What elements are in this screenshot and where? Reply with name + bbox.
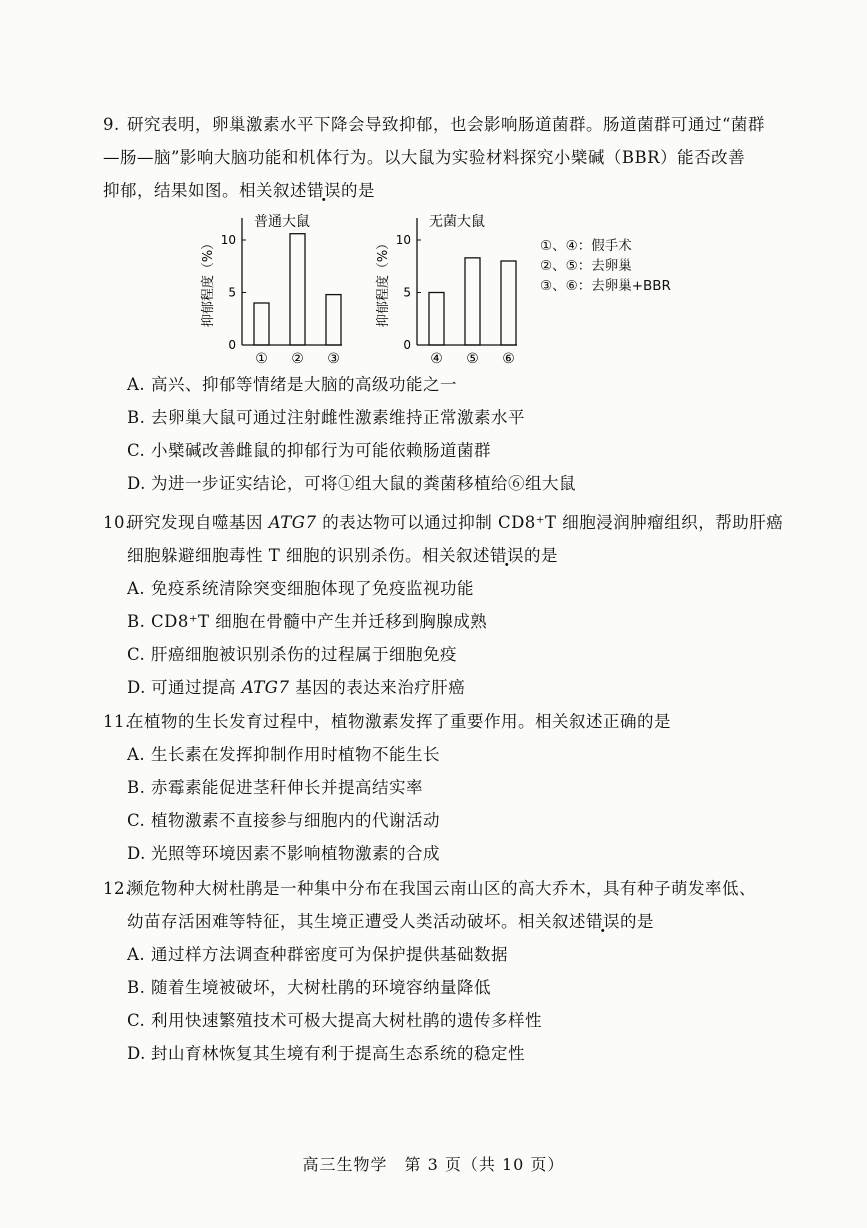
legend-key: ②、⑤： xyxy=(540,258,592,274)
option-text: 为进一步证实结论，可将①组大鼠的粪菌移植给⑥组大鼠 xyxy=(151,474,576,493)
page-footer: 高三生物学 第 3 页（共 10 页） xyxy=(302,1155,565,1174)
bar xyxy=(465,258,480,345)
option-label: B. xyxy=(127,612,146,631)
option-text: CD8⁺T 细胞在骨髓中产生并迁移到胸腺成熟 xyxy=(151,612,488,631)
bar-chart-germfree-rats xyxy=(365,206,545,378)
y-tick-label: 0 xyxy=(403,338,411,352)
emphasis-text: 错误 xyxy=(586,912,620,931)
option-label: B. xyxy=(127,408,146,427)
option-label: D. xyxy=(127,1044,146,1063)
x-tick-label: ① xyxy=(255,351,268,367)
question-text: 在植物的生长发育过程中，植物激素发挥了重要作用。相关叙述正确的是 xyxy=(127,712,671,731)
legend-text: 去卵巢+BBR xyxy=(591,278,671,294)
x-tick-label: ⑥ xyxy=(502,351,515,367)
bar xyxy=(290,234,305,345)
option-label: B. xyxy=(127,978,146,997)
x-tick-label: ② xyxy=(291,351,304,367)
option-label: D. xyxy=(127,844,146,863)
option-d xyxy=(127,1037,542,1070)
gene-name: ATG7 xyxy=(268,513,317,532)
bar xyxy=(254,303,269,345)
question-text: 抑郁，结果如图。相关叙述 xyxy=(103,181,307,200)
gene-name: ATG7 xyxy=(241,678,290,697)
question-number: 9. xyxy=(103,115,120,134)
option-d xyxy=(127,837,440,870)
question-text: 的表达物可以通过抑制 CD8⁺T 细胞浸润肿瘤组织，帮助肝癌 xyxy=(322,513,784,532)
chart-title: 普通大鼠 xyxy=(254,214,310,230)
question-12 xyxy=(103,872,756,938)
bar xyxy=(326,295,341,345)
option-text: 可通过提高 xyxy=(151,678,236,697)
legend-text: 假手术 xyxy=(591,238,632,254)
bar xyxy=(501,261,516,345)
option-a xyxy=(127,938,542,971)
option-text: 植物激素不直接参与细胞内的代谢活动 xyxy=(151,811,440,830)
option-text: 高兴、抑郁等情绪是大脑的高级功能之一 xyxy=(151,375,457,394)
option-text: 随着生境被破坏，大树杜鹃的环境容纳量降低 xyxy=(151,978,491,997)
question-number: 10. xyxy=(103,513,131,532)
question-text: 的是 xyxy=(620,912,654,931)
question-text: 幼苗存活困难等特征，其生境正遭受人类活动破坏。相关叙述 xyxy=(127,912,586,931)
question-text: 细胞躲避细胞毒性 T 细胞的识别杀伤。相关叙述 xyxy=(127,546,490,565)
option-c xyxy=(127,638,487,671)
options-q10 xyxy=(127,572,487,704)
legend-item xyxy=(540,276,671,296)
y-axis-label: 抑郁程度（%） xyxy=(376,236,391,328)
option-text: 生长素在发挥抑制作用时植物不能生长 xyxy=(151,745,440,764)
option-text: 基因的表达来治疗肝癌 xyxy=(295,678,466,697)
option-a xyxy=(127,572,487,605)
option-label: C. xyxy=(127,811,146,830)
option-label: B. xyxy=(127,778,146,797)
legend-text: 去卵巢 xyxy=(591,258,632,274)
option-text: 免疫系统清除突变细胞体现了免疫监视功能 xyxy=(151,579,474,598)
option-text: 去卵巢大鼠可通过注射雌性激素维持正常激素水平 xyxy=(151,408,525,427)
option-label: A. xyxy=(127,945,146,964)
bar-chart-normal-rats xyxy=(190,206,370,378)
legend-key: ③、⑥： xyxy=(540,278,592,294)
options-q11 xyxy=(127,738,440,870)
question-text: 研究表明，卵巢激素水平下降会导致抑郁，也会影响肠道菌群。肠道菌群可通过“菌群 xyxy=(127,115,765,134)
question-text: 的是 xyxy=(524,546,558,565)
option-text: 小檗碱改善雌鼠的抑郁行为可能依赖肠道菌群 xyxy=(151,441,491,460)
y-tick-label: 0 xyxy=(228,338,236,352)
option-a xyxy=(127,738,440,771)
question-number: 12. xyxy=(103,879,131,898)
y-axis-label: 抑郁程度（%） xyxy=(201,236,216,328)
question-text: 濒危物种大树杜鹃是一种集中分布在我国云南山区的高大乔木，具有种子萌发率低、 xyxy=(127,879,756,898)
legend-item xyxy=(540,236,671,256)
option-c xyxy=(127,1004,542,1037)
option-b xyxy=(127,605,487,638)
option-d xyxy=(127,467,576,500)
option-text: 通过样方法调查种群密度可为保护提供基础数据 xyxy=(151,945,508,964)
option-b xyxy=(127,771,440,804)
question-number: 11. xyxy=(103,712,131,731)
option-text: 光照等环境因素不影响植物激素的合成 xyxy=(151,844,440,863)
option-c xyxy=(127,804,440,837)
emphasis-text: 错误 xyxy=(490,546,524,565)
option-label: D. xyxy=(127,474,146,493)
question-text: 研究发现自噬基因 xyxy=(127,513,263,532)
option-text: 封山育林恢复其生境有利于提高生态系统的稳定性 xyxy=(151,1044,525,1063)
option-b xyxy=(127,971,542,1004)
emphasis-text: 错误 xyxy=(307,181,341,200)
options-q12 xyxy=(127,938,542,1070)
option-text: 肝癌细胞被识别杀伤的过程属于细胞免疫 xyxy=(151,645,457,664)
option-c xyxy=(127,434,576,467)
question-9 xyxy=(103,108,765,207)
option-a xyxy=(127,368,576,401)
option-d xyxy=(127,671,487,704)
y-tick-label: 5 xyxy=(228,285,236,300)
options-q9 xyxy=(127,368,576,500)
y-tick-label: 10 xyxy=(220,233,236,247)
legend-item xyxy=(540,256,671,276)
option-text: 利用快速繁殖技术可极大提高大树杜鹃的遗传多样性 xyxy=(151,1011,542,1030)
question-10 xyxy=(103,506,783,572)
x-tick-label: ③ xyxy=(327,351,340,367)
option-label: A. xyxy=(127,375,146,394)
question-text: —肠—脑”影响大脑功能和机体行为。以大鼠为实验材料探究小檗碱（BBR）能否改善 xyxy=(103,148,746,167)
x-tick-label: ④ xyxy=(430,351,443,367)
chart-legend xyxy=(540,236,671,296)
option-label: C. xyxy=(127,441,146,460)
option-text: 赤霉素能促进茎秆伸长并提高结实率 xyxy=(151,778,423,797)
option-label: A. xyxy=(127,745,146,764)
option-label: D. xyxy=(127,678,146,697)
y-tick-label: 5 xyxy=(403,285,411,300)
option-label: C. xyxy=(127,1011,146,1030)
option-b xyxy=(127,401,576,434)
legend-key: ①、④： xyxy=(540,238,592,254)
x-tick-label: ⑤ xyxy=(466,351,479,367)
question-11 xyxy=(103,705,671,738)
option-label: A. xyxy=(127,579,146,598)
y-tick-label: 10 xyxy=(395,233,411,247)
option-label: C. xyxy=(127,645,146,664)
chart-title: 无菌大鼠 xyxy=(429,214,485,230)
question-text: 的是 xyxy=(341,181,375,200)
bar xyxy=(429,293,444,346)
